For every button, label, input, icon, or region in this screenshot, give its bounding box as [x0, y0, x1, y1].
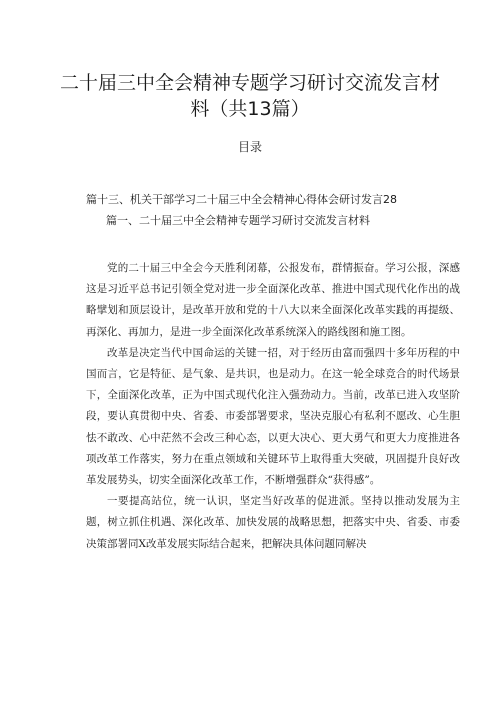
- body-paragraph: 改革是决定当代中国命运的关键一招，对于经历由富而强四十多年历程的中国而言，它是特征、是气象、是共识，也是动力。在这一轮全球竞合的时代场景下，全面深化改革，正为中国式现代化注入强劲动力。当前，改革已进入攻坚阶段，要认真贯彻中央、省委、市委部署要求，坚决克服心有私利不愿改、心生胆怯不敢改、心中茫然不会改三种心态，以更大决心、更大勇气和更大力度推进各项改革工作落实，努力在重点领域和关键环节上取得重大突破，巩固提升良好改革发展势头，切实全面深化改革工作，不断增强群众“获得感”。: [86, 346, 460, 487]
- title-line-1: 二十届三中全会精神专题学习研讨交流发言材: [59, 72, 440, 94]
- toc-heading: 目录: [237, 140, 262, 154]
- document-title: [40, 70, 460, 122]
- title-line-2: 料（共13篇）: [190, 98, 310, 120]
- body-paragraph: 一要提高站位，统一认识，坚定当好改革的促进派。坚持以推动发展为主题，树立抓住机遇、深化改革、加快发展的战略思想，把落实中央、省委、市委决策部署同X改革发展实际结合起来，把解决具体问题同解决: [86, 495, 460, 550]
- toc-item[interactable]: 篇一、二十届三中全会精神专题学习研讨交流发言材料: [106, 214, 370, 227]
- document-body: [86, 258, 460, 555]
- table-of-contents: [86, 189, 426, 231]
- toc-item[interactable]: 篇十三、机关干部学习二十届三中全会精神心得体会研讨发言28: [86, 193, 397, 206]
- body-paragraph: 党的二十届三中全会今天胜利闭幕，公报发布，群情振奋。学习公报，深感这是习近平总书记引领全党对进一步全面深化改革、推进中国式现代化作出的战略擘划和顶层设计，是改革开放和党的十八大以来全面深化改革实践的再提级、再深化、再加力，是进一步全面深化改革系统深入的路线图和施工图。: [86, 262, 460, 338]
